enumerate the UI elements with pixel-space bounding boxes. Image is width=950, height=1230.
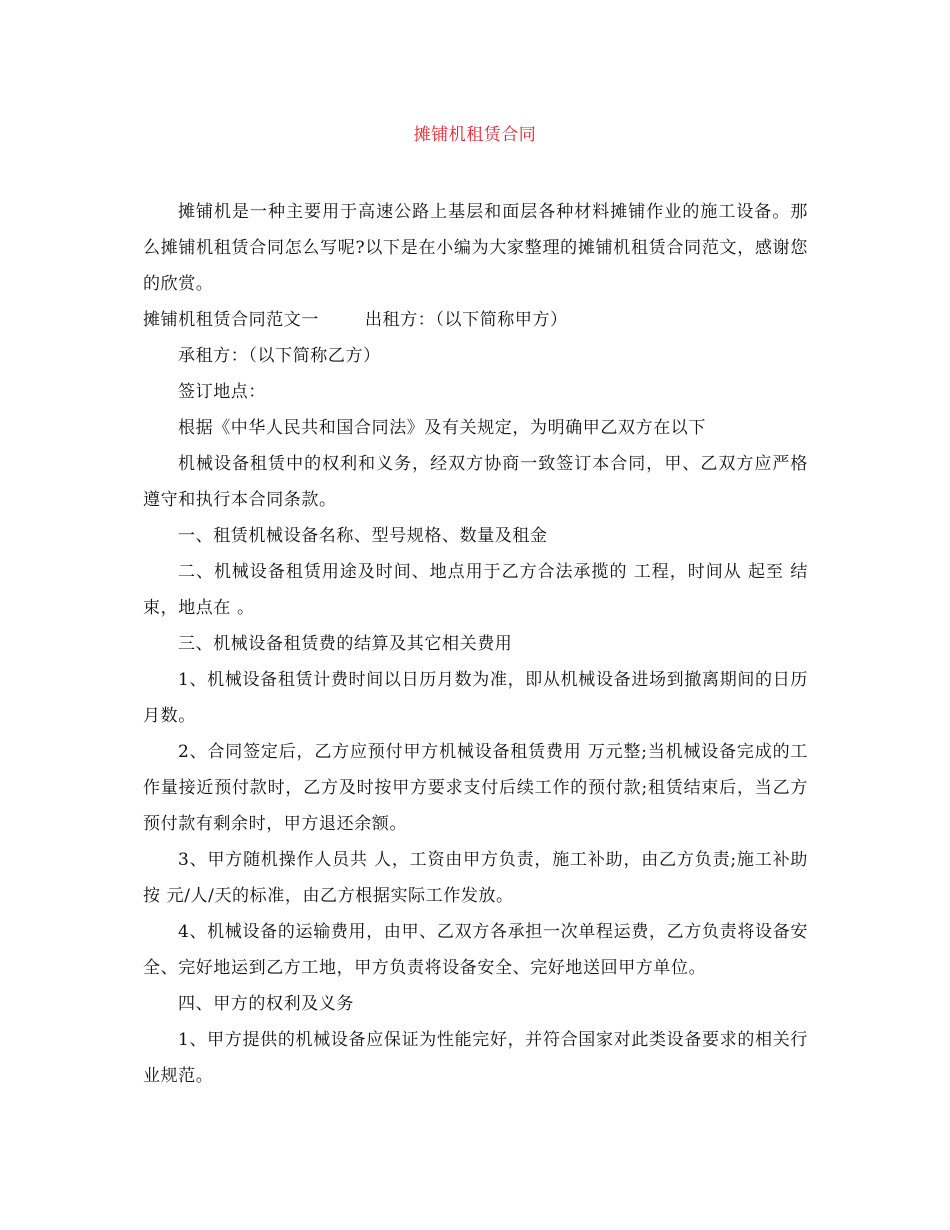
sample-heading-line bbox=[143, 302, 808, 338]
section-1-heading: 一、租赁机械设备名称、型号规格、数量及租金 bbox=[178, 526, 548, 546]
section-2-paragraph: 二、机械设备租赁用途及时间、地点用于乙方合法承揽的 工程，时间从 起至 结束，地点在 。 bbox=[143, 562, 808, 618]
clause-3-1: 1、机械设备租赁计费时间以日历月数为准，即从机械设备进场到撤离期间的日历月数。 bbox=[143, 670, 808, 726]
clause-3-3: 3、甲方随机操作人员共 人，工资由甲方负责，施工补助，由乙方负责;施工补助按 元/人/天的标准，由乙方根据实际工作发放。 bbox=[143, 850, 808, 906]
section-4-heading: 四、甲方的权利及义务 bbox=[178, 994, 354, 1014]
signing-place-line: 签订地点： bbox=[178, 382, 266, 402]
clause-4-1: 1、甲方提供的机械设备应保证为性能完好，并符合国家对此类设备要求的相关行业规范。 bbox=[143, 1030, 808, 1086]
document-title: 摊铺机租赁合同 bbox=[413, 125, 537, 145]
clause-3-4: 4、机械设备的运输费用，由甲、乙双方各承担一次单程运费，乙方负责将设备安全、完好地运到乙方工地，甲方负责将设备安全、完好地送回甲方单位。 bbox=[143, 922, 808, 978]
intro-paragraph: 摊铺机是一种主要用于高速公路上基层和面层各种材料摊铺作业的施工设备。那么摊铺机租赁合同怎么写呢?以下是在小编为大家整理的摊铺机租赁合同范文，感谢您的欣赏。 bbox=[143, 202, 808, 294]
lessee-line: 承租方：（以下简称乙方） bbox=[178, 346, 381, 366]
basis-line-2: 机械设备租赁中的权利和义务，经双方协商一致签订本合同，甲、乙双方应严格遵守和执行本合同条款。 bbox=[143, 454, 808, 510]
sample-heading: 摊铺机租赁合同范文一 bbox=[143, 310, 319, 330]
section-3-heading: 三、机械设备租赁费的结算及其它相关费用 bbox=[178, 634, 513, 654]
document-body bbox=[143, 194, 808, 1094]
basis-line-1: 根据《中华人民共和国合同法》及有关规定，为明确甲乙双方在以下 bbox=[178, 418, 706, 438]
lessor-line: 出租方：（以下简称甲方） bbox=[365, 310, 568, 330]
clause-3-2: 2、合同签定后，乙方应预付甲方机械设备租赁费用 万元整;当机械设备完成的工作量接近预付款时，乙方及时按甲方要求支付后续工作的预付款;租赁结束后，当乙方预付款有剩余时，甲方退还余额。 bbox=[143, 742, 808, 834]
